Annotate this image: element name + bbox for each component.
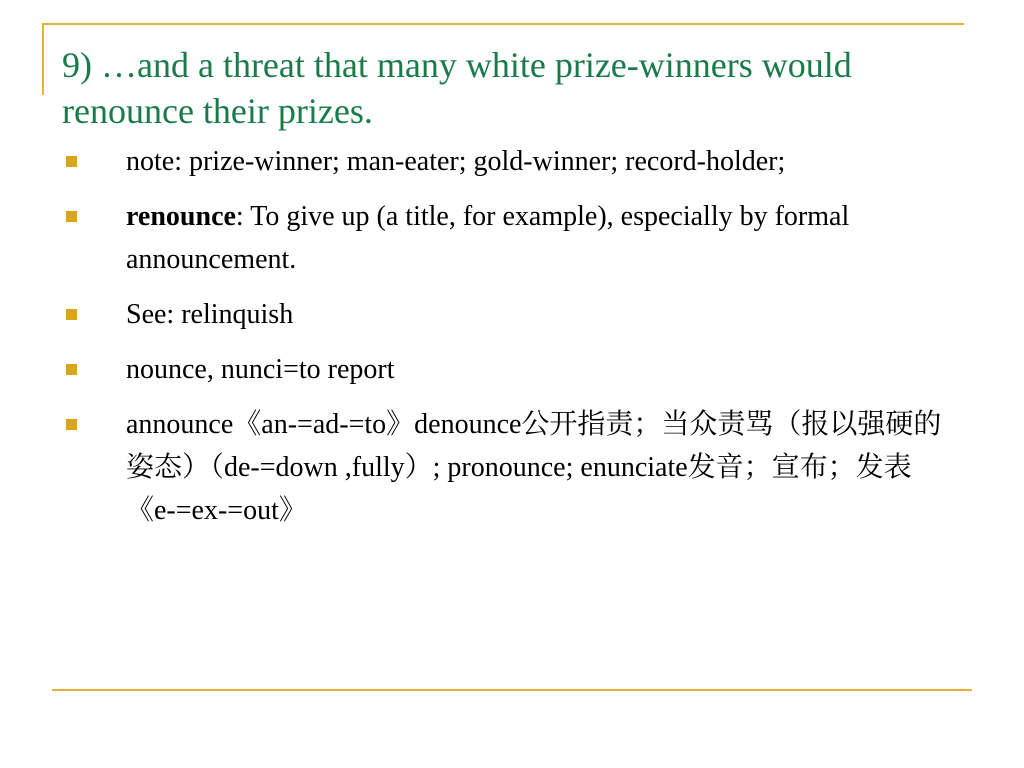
bullet-item-note: [62, 140, 952, 183]
bullet-list: [62, 140, 952, 544]
top-rule: [42, 23, 964, 25]
bullet-text: See: relinquish: [126, 299, 294, 330]
bullet-text: note: prize-winner; man-eater; gold-winner; record-holder;: [126, 146, 786, 177]
bullet-text: announce《an-=ad-=to》denounce公开指责；当众责骂（报以强硬的姿态）（de-=down ,fully）; pronounce; enunciate发音；宣布；发表《e-=ex-=out》: [126, 409, 942, 526]
square-bullet-icon: [66, 211, 77, 222]
left-rule: [42, 23, 44, 95]
square-bullet-icon: [66, 419, 77, 430]
bullet-item-renounce: [62, 195, 952, 281]
bullet-item-nounce: [62, 348, 952, 391]
square-bullet-icon: [66, 364, 77, 375]
bullet-text: : To give up (a title, for example), especially by formal announcement.: [126, 201, 850, 275]
bullet-text: nounce, nunci=to report: [126, 354, 395, 385]
bullet-item-see: [62, 293, 952, 336]
bottom-rule: [52, 689, 972, 691]
bullet-item-announce: [62, 403, 952, 532]
square-bullet-icon: [66, 156, 77, 167]
slide-title: 9) …and a threat that many white prize-winners would renounce their prizes.: [62, 45, 852, 131]
bullet-term: renounce: [126, 201, 236, 232]
square-bullet-icon: [66, 309, 77, 320]
